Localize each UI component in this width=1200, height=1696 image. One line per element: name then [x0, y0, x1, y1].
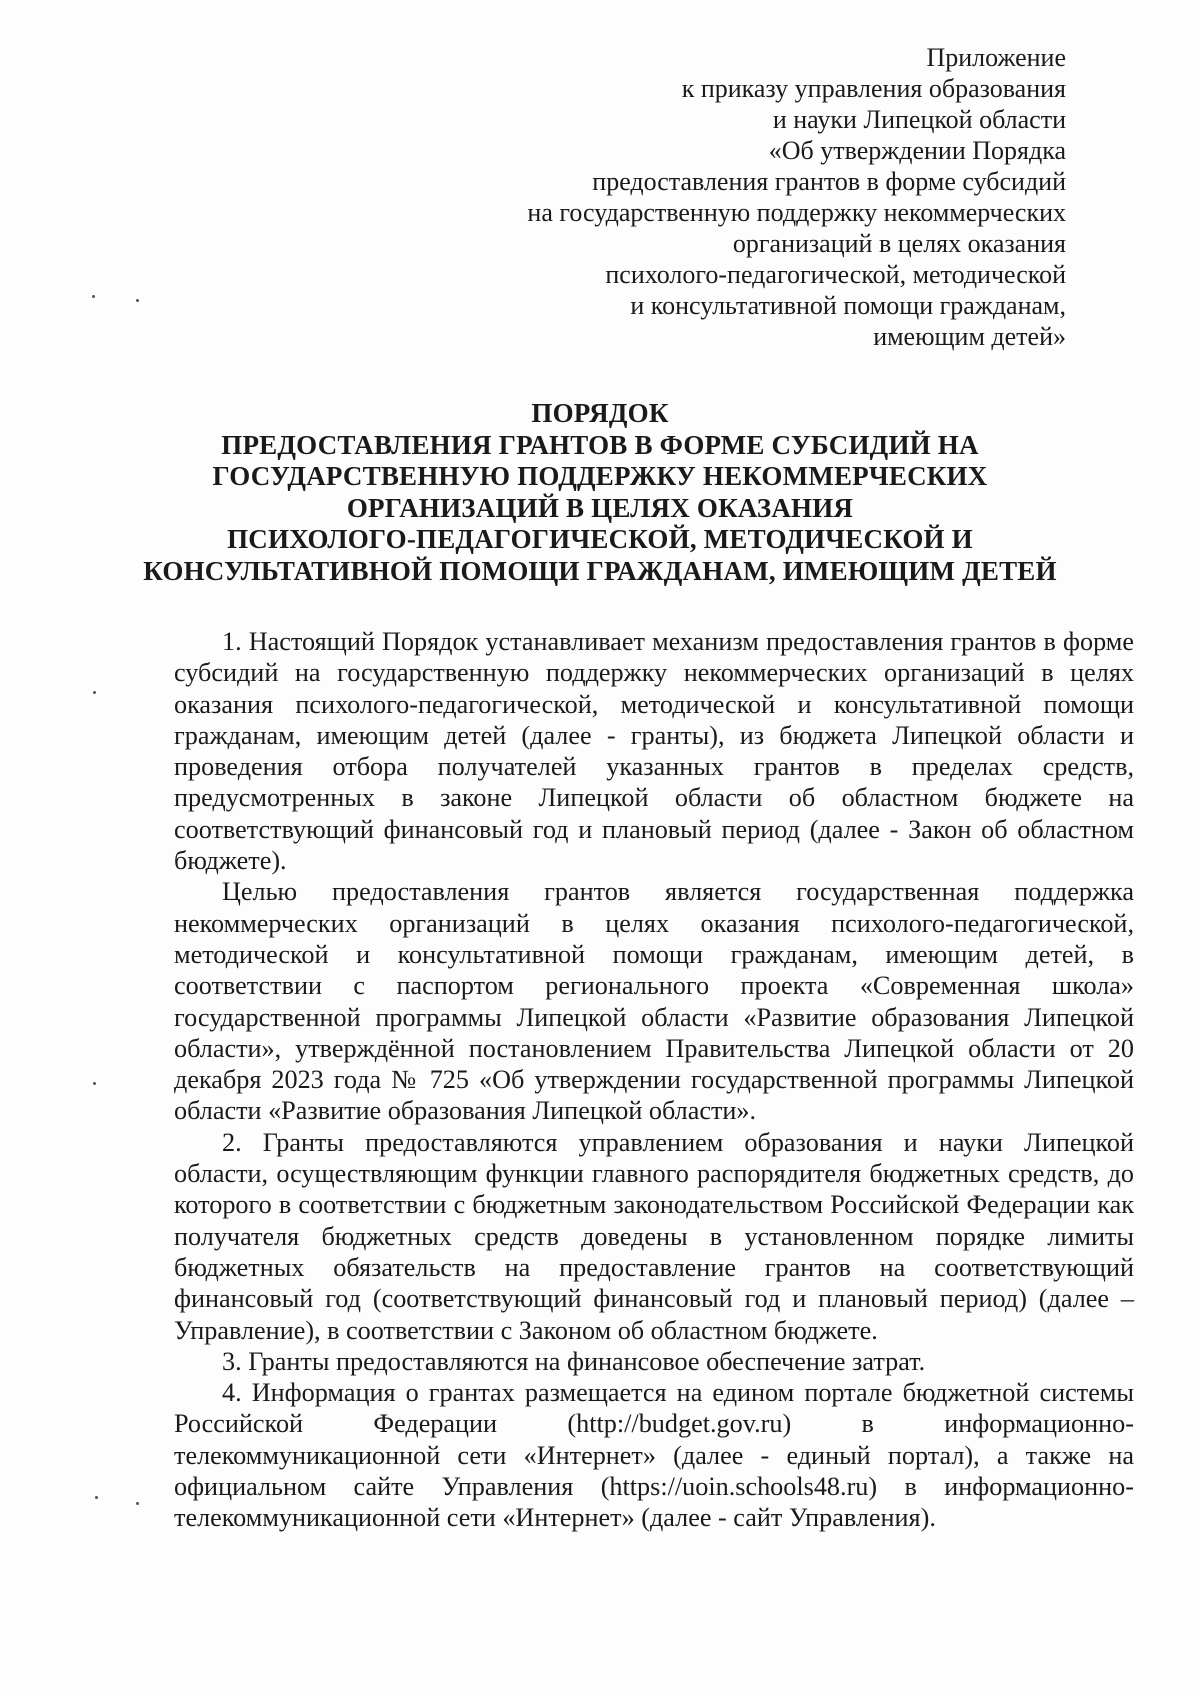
scan-speck [136, 299, 139, 302]
paragraph-line: Управление), в соответствии с Законом об областном бюджете. [174, 1315, 878, 1345]
paragraph-line: 1. Настоящий Порядок устанавливает механизм предоставления грантов в форме [222, 627, 1134, 656]
paragraph-line: которого в соответствии с бюджетным законодательством Российской Федерации как [174, 1190, 1134, 1220]
paragraph-line: соответствующий финансовый год и плановый период (далее - Закон об областном [174, 814, 1134, 844]
scan-speck [93, 691, 96, 694]
title-line: ГОСУДАРСТВЕННУЮ ПОДДЕРЖКУ НЕКОММЕРЧЕСКИХ [212, 461, 988, 491]
paragraph-line: области, осуществляющим функции главного распорядителя бюджетных средств, до [174, 1159, 1134, 1189]
title-line: КОНСУЛЬТАТИВНОЙ ПОМОЩИ ГРАЖДАНАМ, ИМЕЮЩИМ ДЕТЕЙ [143, 555, 1057, 586]
appendix-line: Приложение [926, 43, 1066, 72]
paragraph [124, 626, 1134, 876]
appendix-line: организаций в целях оказания [732, 229, 1066, 258]
paragraph [124, 876, 1134, 1126]
title-line: ПСИХОЛОГО-ПЕДАГОГИЧЕСКОЙ, МЕТОДИЧЕСКОЙ И [227, 524, 973, 554]
paragraph-line: гражданам, имеющим детей (далее - гранты), из бюджета Липецкой области и [174, 720, 1134, 750]
appendix-line: на государственную поддержку некоммерческих [527, 198, 1066, 227]
scan-speck [136, 1502, 139, 1505]
paragraph-line: финансовый год (соответствующий финансовый год и плановый период) (далее – [174, 1284, 1134, 1314]
appendix-line: предоставления грантов в форме субсидий [592, 167, 1066, 196]
title-line: ПРЕДОСТАВЛЕНИЯ ГРАНТОВ В ФОРМЕ СУБСИДИЙ НА [221, 429, 979, 460]
paragraph-line: 4. Информация о грантах размещается на едином портале бюджетной системы [222, 1378, 1134, 1408]
paragraph-line: Целью предоставления грантов является государственная поддержка [222, 877, 1134, 907]
appendix-line: к приказу управления образования [681, 74, 1066, 103]
appendix-line: имеющим детей» [873, 322, 1066, 351]
appendix-header [426, 42, 1066, 352]
appendix-line: и науки Липецкой области [772, 105, 1066, 134]
title-line: ОРГАНИЗАЦИЙ В ЦЕЛЯХ ОКАЗАНИЯ [346, 492, 854, 523]
paragraph-line: телекоммуникационной сети «Интернет» (далее - сайт Управления). [174, 1503, 936, 1533]
document-body [124, 626, 1134, 1534]
paragraph-line: оказания психолого-педагогической, методической и консультативной помощи [174, 689, 1134, 719]
paragraph-line: 3. Гранты предоставляются на финансовое обеспечение затрат. [222, 1346, 926, 1376]
paragraph-line: соответствии с паспортом регионального проекта «Современная школа» [174, 971, 1134, 1001]
paragraph-line: государственной программы Липецкой области «Развитие образования Липецкой [174, 1002, 1134, 1032]
paragraph [124, 1127, 1134, 1346]
paragraph-line: методической и консультативной помощи гражданам, имеющим детей, в [174, 939, 1134, 969]
paragraph-line: 2. Гранты предоставляются управлением образования и науки Липецкой [222, 1127, 1134, 1157]
paragraph-line: некоммерческих организаций в целях оказания психолого-педагогической, [174, 908, 1134, 938]
paragraph-line: субсидий на государственную поддержку некоммерческих организаций в целях [174, 658, 1134, 688]
paragraph-line: предусмотренных в законе Липецкой области об областном бюджете на [174, 783, 1134, 813]
paragraph [124, 1377, 1134, 1533]
paragraph-line: получателя бюджетных средств доведены в установленном порядке лимиты [174, 1221, 1134, 1251]
appendix-line: «Об утверждении Порядка [768, 136, 1066, 165]
paragraph-line: официальном сайте Управления (https://uoin.schools48.ru) в информационно- [174, 1472, 1134, 1502]
paragraph-line: декабря 2023 года № 725 «Об утверждении государственной программы Липецкой [174, 1065, 1134, 1095]
appendix-line: и консультативной помощи гражданам, [630, 291, 1066, 320]
paragraph-line: бюджетных обязательств на предоставление грантов на соответствующий [174, 1252, 1134, 1282]
scan-speck [95, 1496, 98, 1499]
appendix-line: психолого-педагогической, методической [605, 260, 1066, 289]
paragraph-line: телекоммуникационной сети «Интернет» (далее - единый портал), а также на [174, 1440, 1134, 1470]
paragraph [124, 1346, 1134, 1377]
title-line: ПОРЯДОК [531, 398, 669, 428]
paragraph-line: бюджете). [174, 846, 287, 876]
paragraph-line: области», утверждённой постановлением Правительства Липецкой области от 20 [174, 1033, 1134, 1063]
scan-speck [92, 295, 95, 298]
document-title [100, 398, 1100, 587]
paragraph-line: Российской Федерации (http://budget.gov.ru) в информационно- [174, 1409, 1134, 1439]
paragraph-line: проведения отбора получателей указанных грантов в пределах средств, [174, 752, 1134, 782]
scan-speck [93, 1082, 96, 1085]
paragraph-line: области «Развитие образования Липецкой области». [174, 1096, 757, 1126]
